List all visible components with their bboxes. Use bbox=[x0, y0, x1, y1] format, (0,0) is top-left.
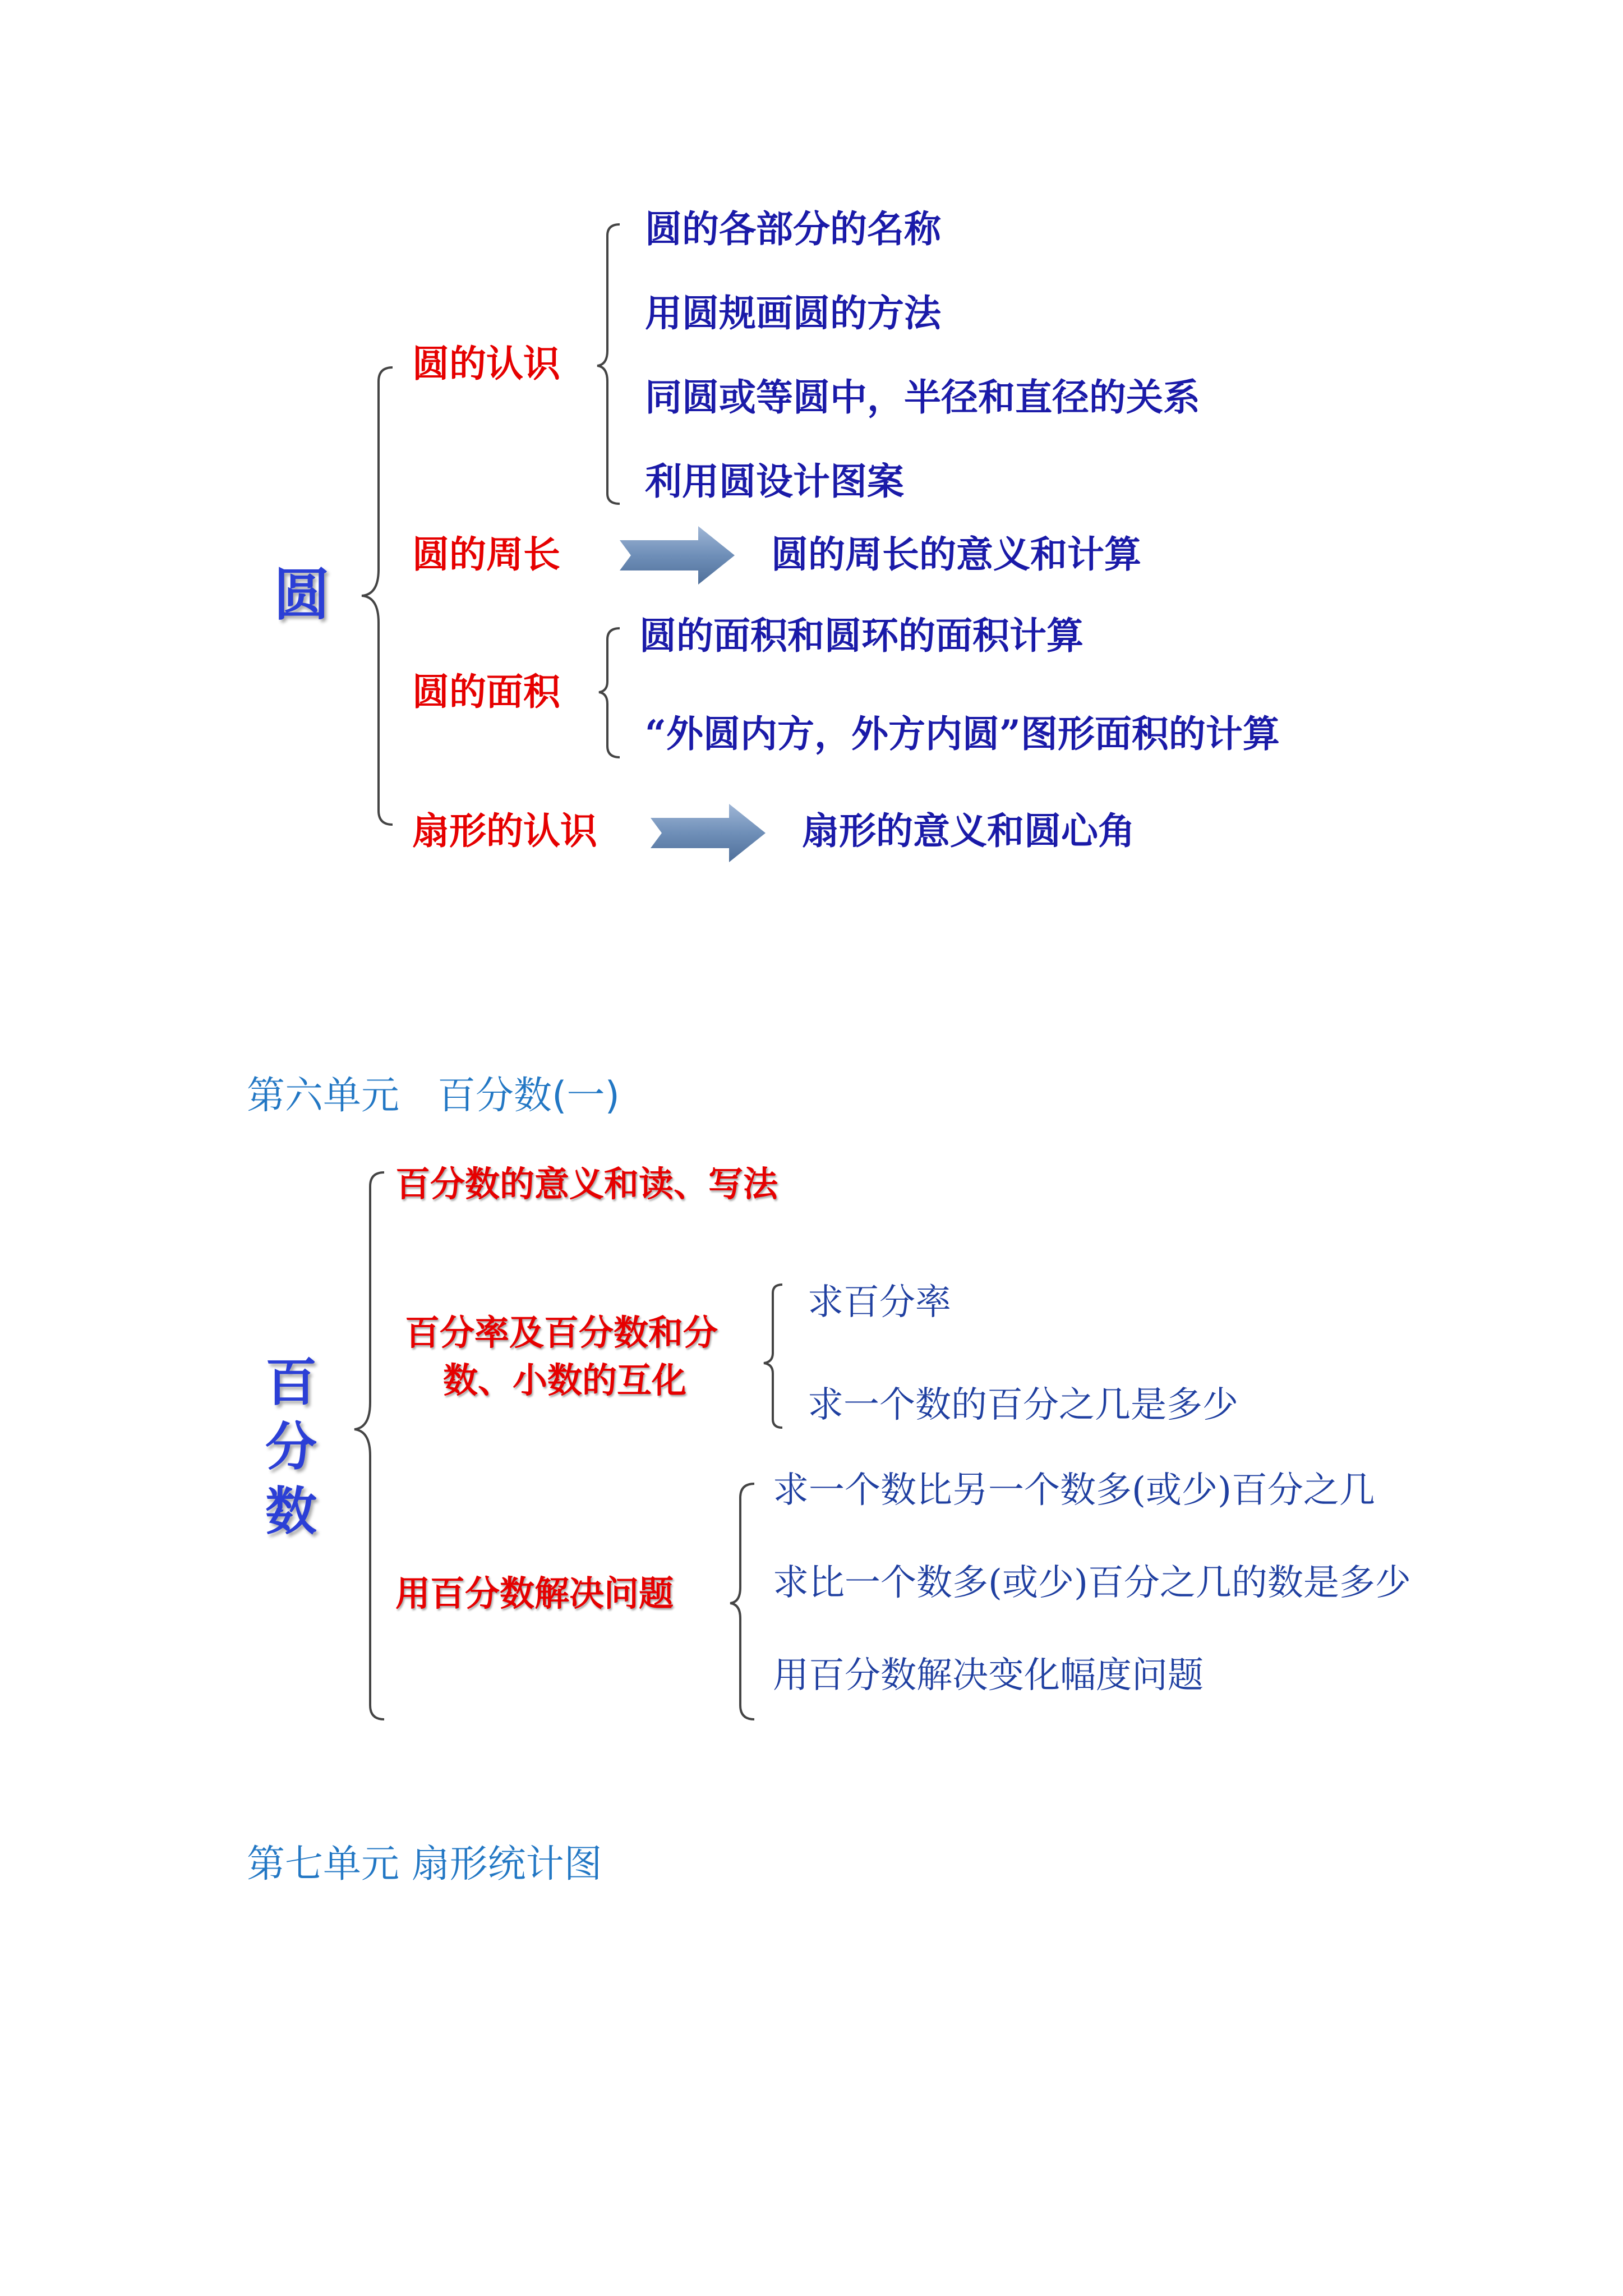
conversion-item: 求一个数的百分之几是多少 bbox=[808, 1384, 1238, 1426]
percent-root-bracket bbox=[354, 1172, 384, 1719]
branch-percent-meaning: 百分数的意义和读、写法 bbox=[395, 1163, 778, 1204]
branch-percent-conversion-line1: 百分率及百分数和分 bbox=[405, 1312, 718, 1353]
problem-item: 求比一个数多(或少)百分之几的数是多少 bbox=[773, 1562, 1411, 1604]
circle-root: 圆 bbox=[274, 562, 330, 628]
recognition-item: 利用圆设计图案 bbox=[645, 459, 904, 503]
recognition-bracket bbox=[597, 224, 620, 504]
recognition-item: 用圆规画圆的方法 bbox=[645, 291, 941, 335]
unit6-heading: 第六单元 百分数(一) bbox=[247, 1074, 620, 1118]
problems-bracket bbox=[730, 1484, 754, 1719]
conversion-item: 求百分率 bbox=[808, 1282, 951, 1323]
branch-circle-circumference: 圆的周长 bbox=[412, 532, 560, 576]
area-item: “外圆内方，外方内圆”图形面积的计算 bbox=[645, 712, 1280, 756]
problem-item: 用百分数解决变化幅度问题 bbox=[773, 1655, 1204, 1696]
circumference-item: 圆的周长的意义和计算 bbox=[771, 532, 1141, 576]
area-bracket bbox=[599, 628, 620, 757]
branch-circle-recognition: 圆的认识 bbox=[412, 342, 560, 385]
conversion-bracket bbox=[764, 1285, 782, 1428]
percent-root-char: 分 bbox=[265, 1416, 317, 1477]
problem-item: 求一个数比另一个数多(或少)百分之几 bbox=[773, 1470, 1375, 1511]
sector-arrow bbox=[651, 804, 766, 862]
percent-root-char: 数 bbox=[265, 1481, 317, 1542]
branch-percent-conversion-line2: 数、小数的互化 bbox=[443, 1360, 687, 1401]
branch-sector-recognition: 扇形的认识 bbox=[412, 809, 597, 853]
branch-percent-problems: 用百分数解决问题 bbox=[395, 1573, 674, 1614]
branch-circle-area: 圆的面积 bbox=[412, 670, 560, 714]
percent-root-char: 百 bbox=[265, 1352, 317, 1412]
sector-item: 扇形的意义和圆心角 bbox=[802, 809, 1135, 853]
circumference-arrow bbox=[620, 526, 735, 585]
recognition-item: 同圆或等圆中，半径和直径的关系 bbox=[645, 375, 1200, 419]
area-item: 圆的面积和圆环的面积计算 bbox=[639, 614, 1083, 657]
unit7-heading: 第七单元 扇形统计图 bbox=[247, 1842, 602, 1887]
recognition-item: 圆的各部分的名称 bbox=[645, 207, 941, 251]
circle-root-bracket bbox=[362, 367, 393, 825]
